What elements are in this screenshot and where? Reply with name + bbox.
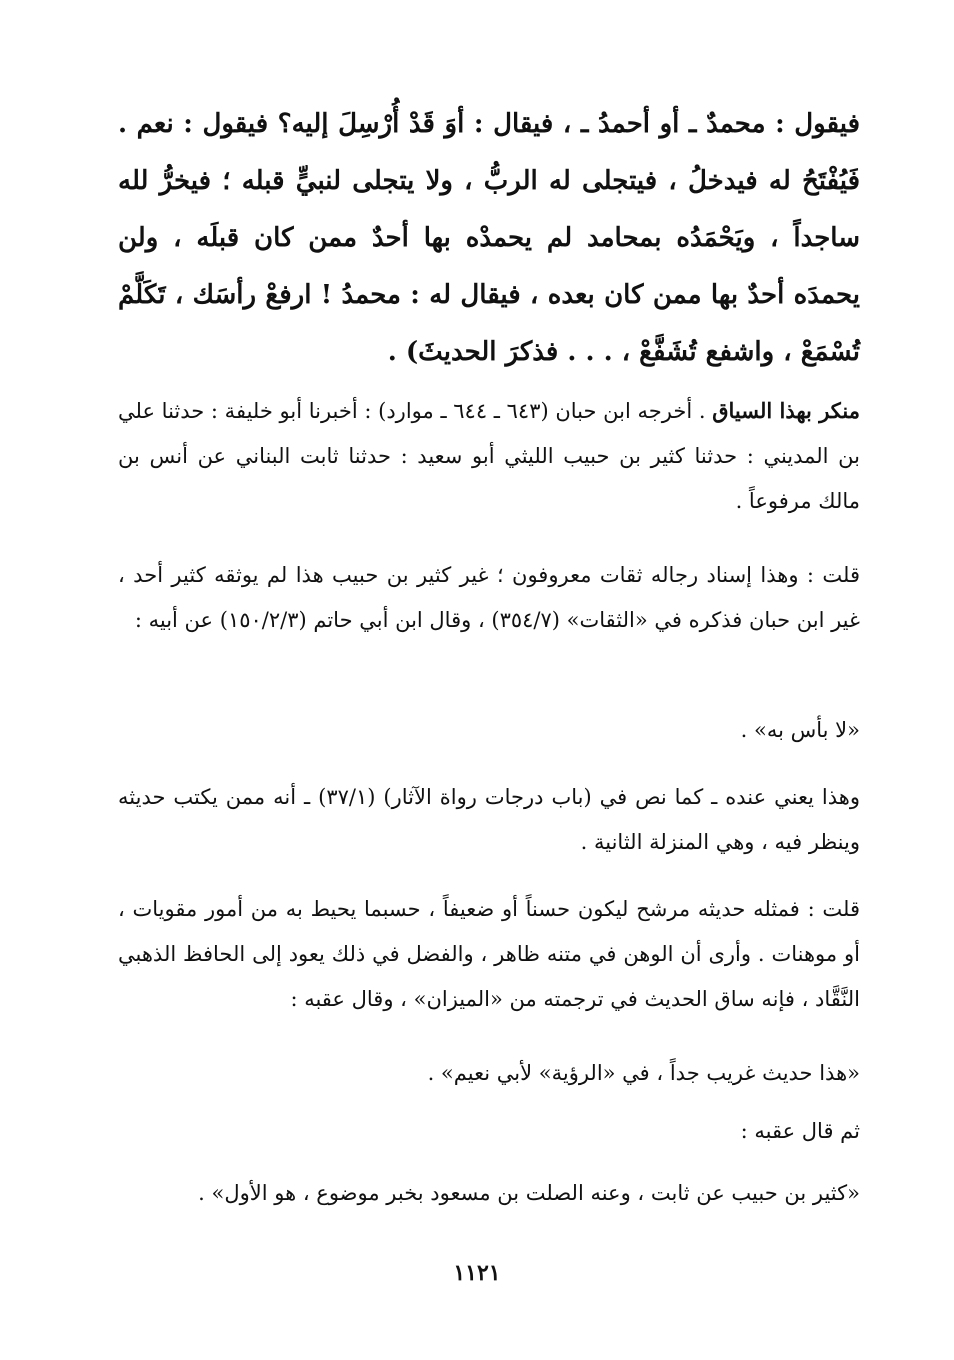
hadith-text: فيقول : محمدٌ ـ أو أحمدُ ـ ، فيقال : أوَ قَدْ أُرْسِلَ إليه؟ فيقول : نعم . فَيُفْتَحُ له فيدخلُ ، فيتجلى له الربُّ ، ولا يتجلى لنبيٍّ قبله ؛ فيخرُّ لله ساجداً ، ويَحْمَدُه بمحامد لم يحمدْه بها أحدٌ ممن كان قبلَه ، ولن يحمدَه أحدٌ بها ممن كان بعده ، فيقال له : محمدُ ! ارفعْ رأسَك ، تَكَلَّمْ تُسْمَعْ ، واشفع تُشَفَّعْ ، . . . فذكرَ الحديثَ) . (118, 109, 860, 367)
paragraph-grading-explanation: وهذا يعني عنده ـ كما نص في (باب درجات رواة الآثار) (٣٧/١) ـ أنه ممن يكتب حديثه وينظر فيه ، وهي المنزلة الثانية . (118, 785, 860, 854)
quote-dhahabi-2: «كثير بن حبيب عن ثابت ، وعنه الصلت بن مسعود بخبر موضوع ، هو الأول» . (198, 1181, 860, 1205)
ruling-label: منكر بهذا السياق (712, 398, 860, 423)
quote-dhahabi-1: «هذا حديث غريب جداً ، في «الرؤية» لأبي نعيم» . (427, 1061, 860, 1085)
takhrij-text: . أخرجه ابن حبان (٦٤٣ ـ ٦٤٤ ـ موارد) : أخبرنا أبو خليفة : حدثنا علي بن المديني : حدثنا كثير بن حبيب الليثي أبو سعيد : حدثنا ثابت البناني عن أنس بن مالك مرفوعاً . (118, 399, 860, 513)
quote-la-bas-bih: «لا بأس به» . (740, 718, 860, 742)
paragraph-analysis: قلت : فمثله حديثه مرشح ليكون حسناً أو ضعيفاً ، حسبما يحيط به من أمور مقويات ، أو موهنات . وأرى أن الوهن في متنه ظاهر ، والفضل في ذلك يعود إلى الحافظ الذهبي النَّقَّاد ، فإنه ساق الحديث في ترجمته من «الميزان» ، وقال عقبه : (118, 897, 860, 1011)
paragraph-takhrij (118, 388, 916, 524)
paragraph-isnad-note: قلت : وهذا إسناد رجاله ثقات معروفون ؛ غير كثير بن حبيب هذا لم يوثقه كثير أحد ، غير ابن حبان فذكره في «الثقات» (٣٥٤/٧) ، وقال ابن أبي حاتم (١٥٠/٢/٣) عن أبيه : (118, 563, 860, 632)
page-number: ١١٢١ (453, 1260, 501, 1286)
paragraph-then-said: ثم قال عقبه : (740, 1119, 860, 1143)
